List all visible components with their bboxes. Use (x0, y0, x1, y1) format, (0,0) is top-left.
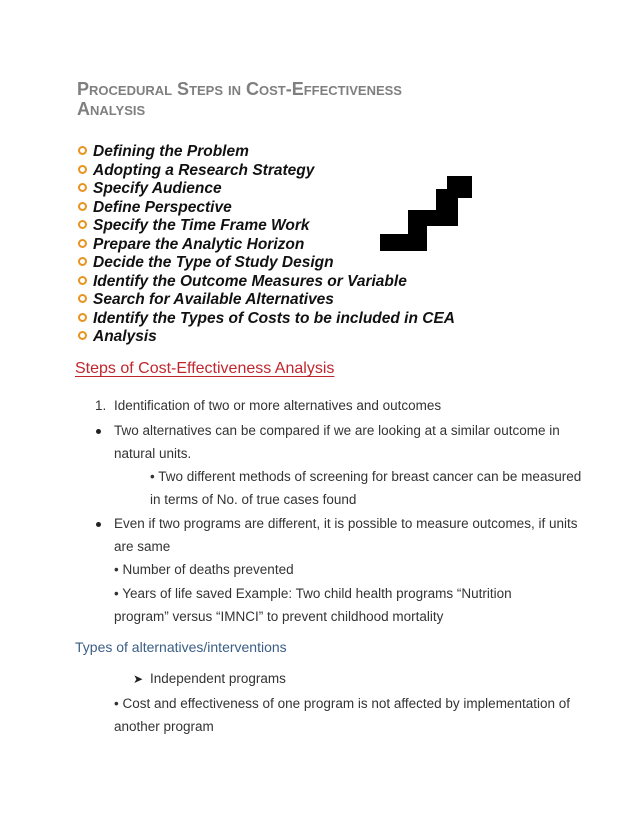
sub-bullet-text: in terms of No. of true cases found (150, 492, 357, 507)
sub-bullet-text: • Two different methods of screening for breast cancer can be measured (150, 469, 582, 484)
bullet-dot-icon (96, 429, 101, 434)
detail-text: another program (114, 719, 214, 734)
bullet-text: are same (114, 539, 171, 554)
list-item: Define Perspective (78, 199, 455, 218)
arrow-bullet-icon: ➤ (133, 672, 144, 686)
circle-bullet-icon (78, 146, 87, 155)
circle-bullet-icon (78, 239, 87, 248)
circle-bullet-icon (78, 313, 87, 322)
bullet-text: natural units. (114, 446, 192, 461)
bullet-text: Even if two programs are different, it is possible to measure outcomes, if units (114, 516, 578, 531)
detail-text: • Cost and effectiveness of one program is not affected by implementation of (114, 696, 570, 711)
circle-bullet-icon (78, 257, 87, 266)
list-item: Identify the Types of Costs to be included in CEA (78, 310, 455, 329)
staircase-graphic (380, 176, 475, 266)
sub-bullet-text: program” versus “IMNCI” to prevent childhood mortality (114, 609, 444, 624)
circle-bullet-icon (78, 331, 87, 340)
types-heading: Types of alternatives/interventions (75, 639, 287, 655)
numbered-item-text: Identification of two or more alternatives and outcomes (114, 398, 442, 413)
list-item: Specify the Time Frame Work (78, 217, 455, 236)
circle-bullet-icon (78, 202, 87, 211)
circle-bullet-icon (78, 276, 87, 285)
list-item: Prepare the Analytic Horizon (78, 236, 455, 255)
slide-title-line1: Procedural Steps in Cost-Effectiveness (77, 79, 402, 99)
circle-bullet-icon (78, 165, 87, 174)
item-number: 1. (95, 398, 107, 413)
list-item: Defining the Problem (78, 143, 455, 162)
section-heading: Steps of Cost-Effectiveness Analysis (75, 360, 335, 377)
circle-bullet-icon (78, 220, 87, 229)
list-item: Specify Audience (78, 180, 455, 199)
sub-bullet-text: • Years of life saved Example: Two child health programs “Nutrition (114, 586, 512, 601)
slide-title (77, 79, 402, 119)
circle-bullet-icon (78, 294, 87, 303)
arrow-item-text: Independent programs (150, 671, 286, 686)
list-item: Identify the Outcome Measures or Variable (78, 273, 455, 292)
list-item: Adopting a Research Strategy (78, 162, 455, 181)
sub-bullet-text: • Number of deaths prevented (114, 562, 294, 577)
slide-title-line2: Analysis (77, 99, 146, 119)
bullet-dot-icon (96, 522, 101, 527)
list-item: Search for Available Alternatives (78, 291, 455, 310)
list-item: Analysis (78, 328, 455, 347)
circle-bullet-icon (78, 183, 87, 192)
list-item: Decide the Type of Study Design (78, 254, 455, 273)
bullet-text: Two alternatives can be compared if we are looking at a similar outcome in (114, 423, 560, 438)
